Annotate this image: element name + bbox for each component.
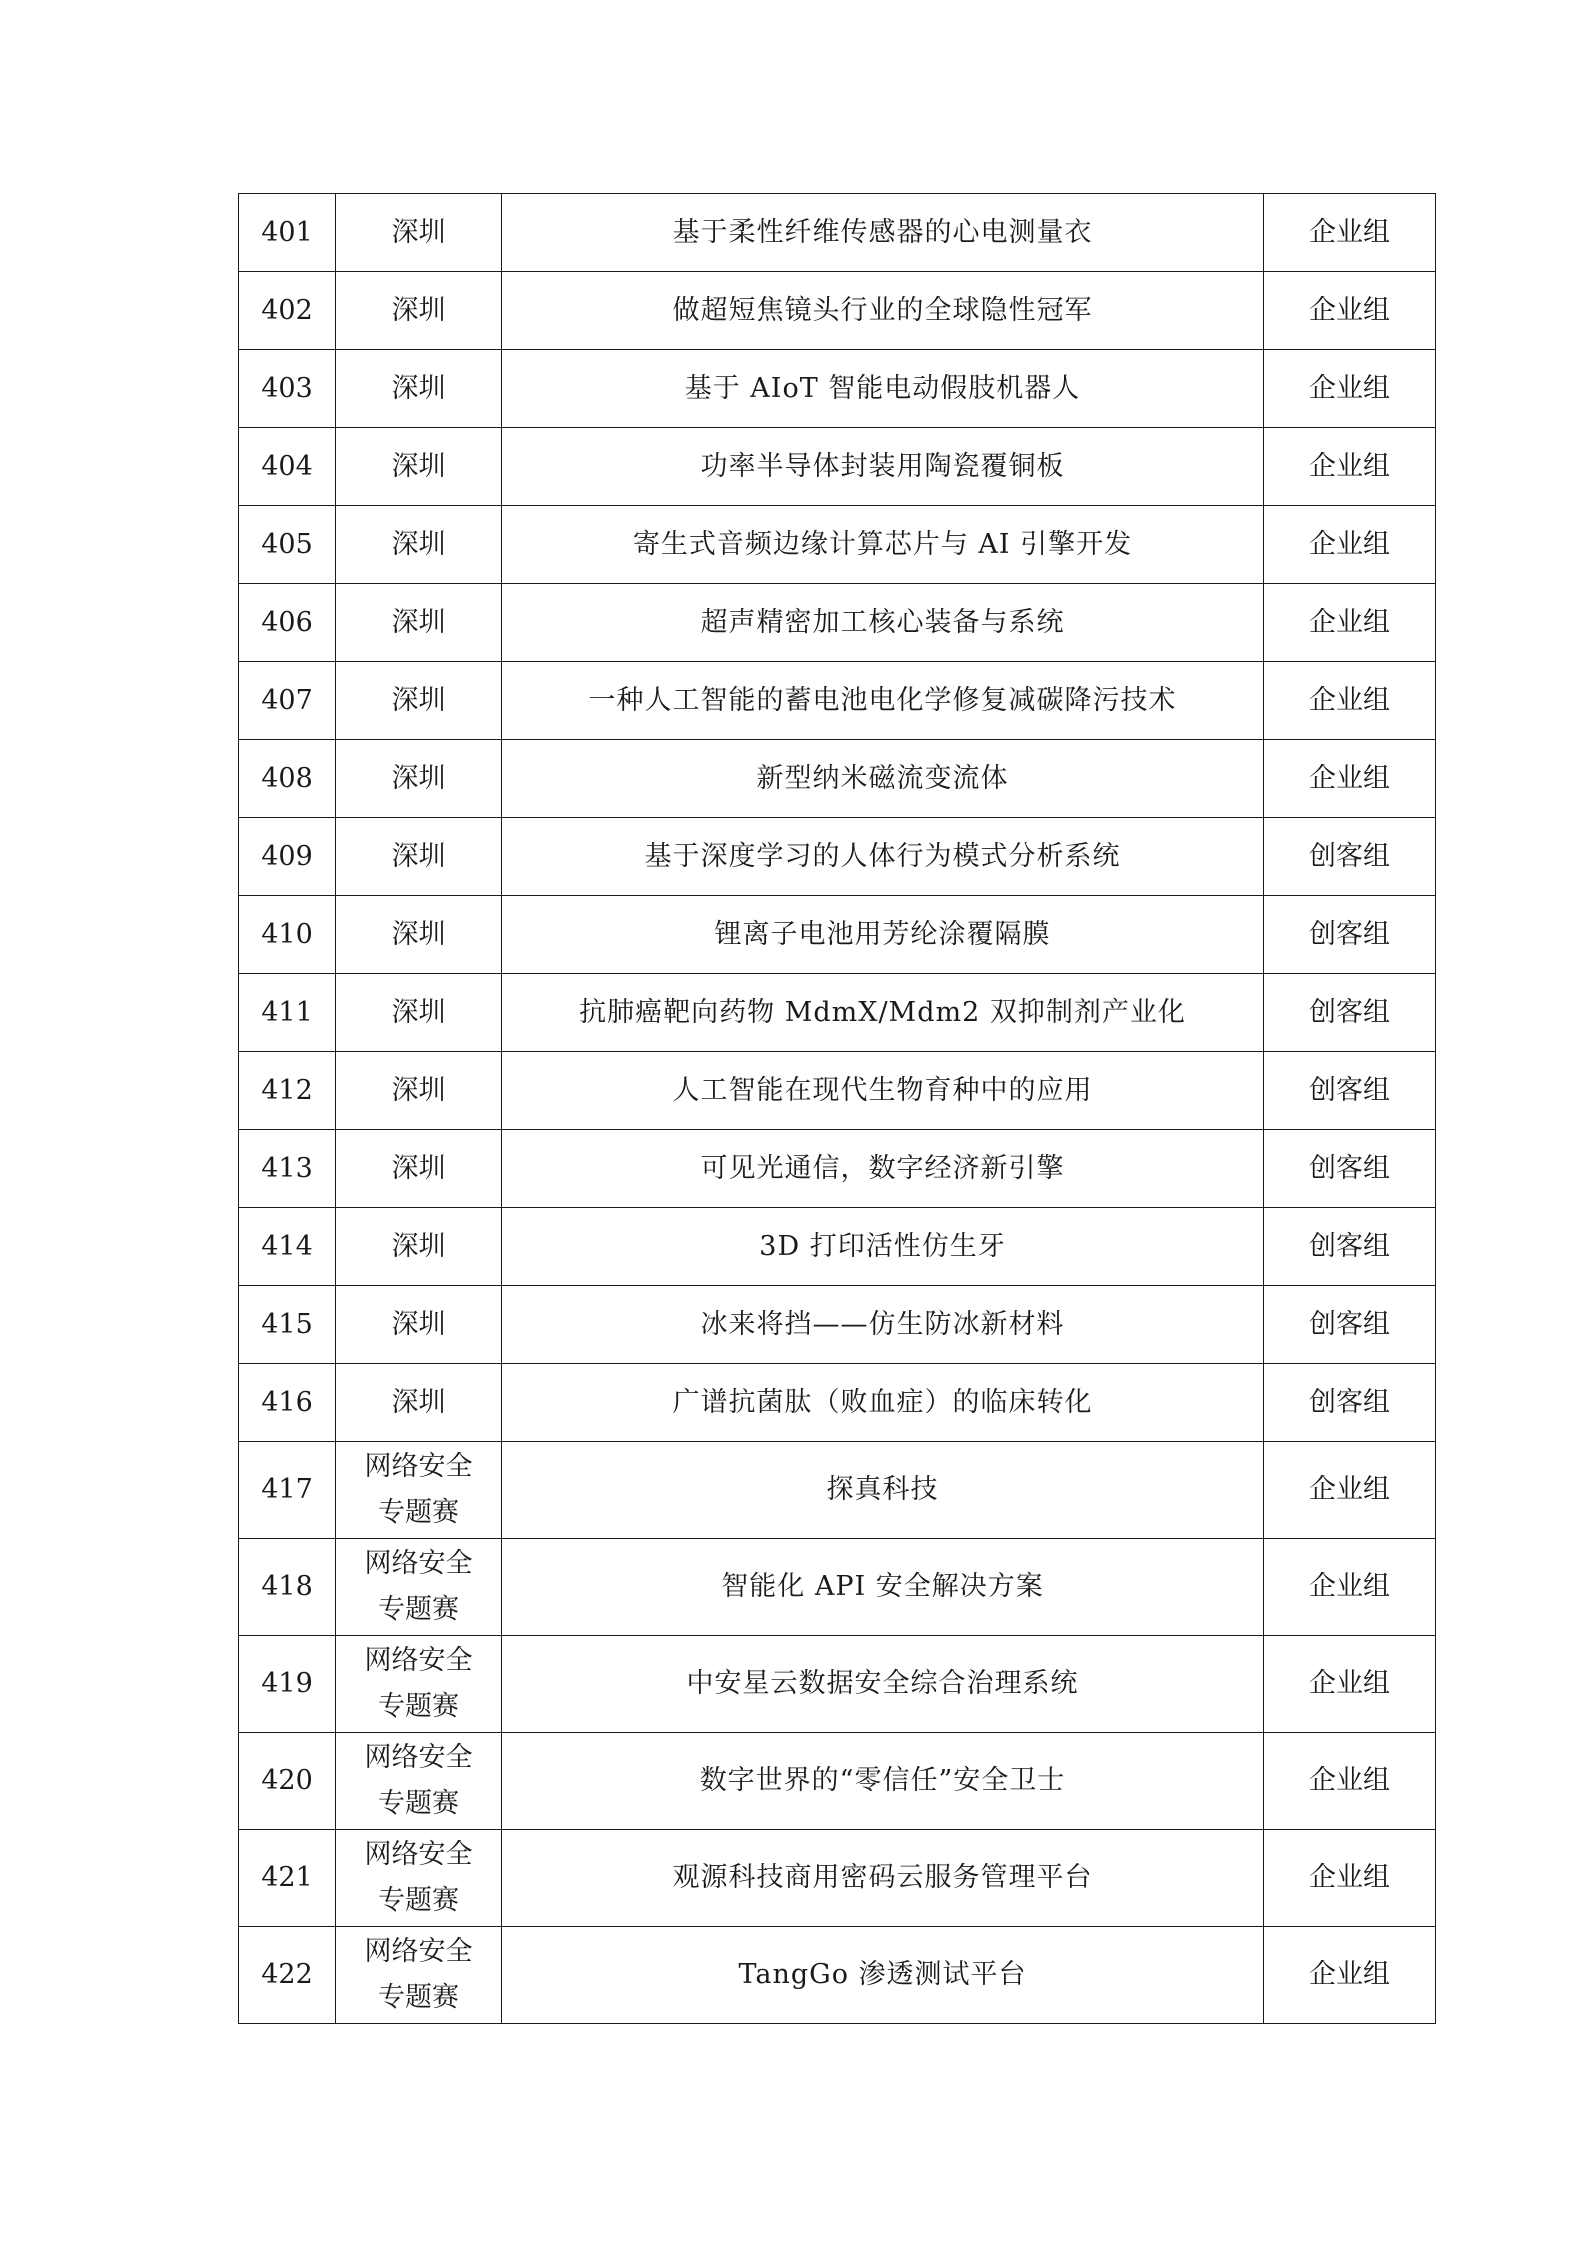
project-name-cell bbox=[502, 1442, 1264, 1539]
group-cell: 创客组 bbox=[1264, 1364, 1436, 1442]
row-number: 418 bbox=[239, 1539, 336, 1636]
table-row bbox=[239, 1052, 1436, 1130]
table-row bbox=[239, 1364, 1436, 1442]
region-text: 深圳 bbox=[391, 372, 446, 404]
table-row bbox=[239, 740, 1436, 818]
region-text: 深圳 bbox=[391, 294, 446, 326]
group-cell: 企业组 bbox=[1264, 740, 1436, 818]
group-cell: 企业组 bbox=[1264, 428, 1436, 506]
project-name-cell bbox=[502, 1636, 1264, 1733]
row-number: 413 bbox=[239, 1130, 336, 1208]
project-name-cell bbox=[502, 1208, 1264, 1286]
table-row bbox=[239, 1733, 1436, 1830]
row-number: 420 bbox=[239, 1733, 336, 1830]
project-name-cell bbox=[502, 1733, 1264, 1830]
group-cell: 企业组 bbox=[1264, 584, 1436, 662]
table-row bbox=[239, 272, 1436, 350]
table-row bbox=[239, 1286, 1436, 1364]
region-text: 深圳 bbox=[391, 216, 446, 248]
group-cell: 企业组 bbox=[1264, 1442, 1436, 1539]
group-cell: 企业组 bbox=[1264, 1636, 1436, 1733]
region-text: 网络安全 bbox=[364, 1645, 473, 1676]
project-name: 基于深度学习的人体行为模式分析系统 bbox=[644, 840, 1121, 872]
project-name-cell bbox=[502, 584, 1264, 662]
region-cell bbox=[336, 506, 502, 584]
region-text: 深圳 bbox=[391, 684, 446, 716]
project-name: 一种人工智能的蓄电池电化学修复减碳降污技术 bbox=[588, 684, 1177, 716]
project-name-cell bbox=[502, 1052, 1264, 1130]
table-row bbox=[239, 818, 1436, 896]
table-row bbox=[239, 1130, 1436, 1208]
region-text: 深圳 bbox=[391, 528, 446, 560]
project-name-cell bbox=[502, 1364, 1264, 1442]
project-name-cell bbox=[502, 428, 1264, 506]
row-number: 402 bbox=[239, 272, 336, 350]
region-text: 专题赛 bbox=[378, 1691, 459, 1722]
project-name-cell bbox=[502, 662, 1264, 740]
row-number: 410 bbox=[239, 896, 336, 974]
group-cell: 创客组 bbox=[1264, 818, 1436, 896]
region-cell bbox=[336, 662, 502, 740]
project-name-cell bbox=[502, 506, 1264, 584]
project-name-cell bbox=[502, 1539, 1264, 1636]
group-cell: 企业组 bbox=[1264, 506, 1436, 584]
row-number: 417 bbox=[239, 1442, 336, 1539]
region-text: 深圳 bbox=[391, 762, 446, 794]
group-cell: 创客组 bbox=[1264, 1208, 1436, 1286]
project-name: 冰来将挡——仿生防冰新材料 bbox=[700, 1308, 1065, 1340]
region-cell bbox=[336, 974, 502, 1052]
region-cell bbox=[336, 1208, 502, 1286]
group-cell: 企业组 bbox=[1264, 1733, 1436, 1830]
project-name: 抗肺癌靶向药物 MdmX/Mdm2 双抑制剂产业化 bbox=[579, 996, 1186, 1028]
row-number: 407 bbox=[239, 662, 336, 740]
group-cell: 创客组 bbox=[1264, 974, 1436, 1052]
table-row bbox=[239, 1208, 1436, 1286]
region-text: 专题赛 bbox=[378, 1594, 459, 1625]
region-text: 网络安全 bbox=[364, 1548, 473, 1579]
project-name: 可见光通信，数字经济新引擎 bbox=[700, 1152, 1065, 1184]
project-table bbox=[238, 193, 1436, 2024]
region-text: 深圳 bbox=[391, 606, 446, 638]
row-number: 404 bbox=[239, 428, 336, 506]
row-number: 412 bbox=[239, 1052, 336, 1130]
region-text: 网络安全 bbox=[364, 1936, 473, 1967]
project-name: 基于柔性纤维传感器的心电测量衣 bbox=[672, 216, 1093, 248]
region-cell bbox=[336, 1830, 502, 1927]
region-text: 深圳 bbox=[391, 918, 446, 950]
row-number: 401 bbox=[239, 194, 336, 272]
region-text: 深圳 bbox=[391, 1152, 446, 1184]
region-cell bbox=[336, 1442, 502, 1539]
project-name: 新型纳米磁流变流体 bbox=[756, 762, 1009, 794]
region-cell bbox=[336, 1733, 502, 1830]
table-row bbox=[239, 584, 1436, 662]
table-row bbox=[239, 350, 1436, 428]
row-number: 411 bbox=[239, 974, 336, 1052]
project-name-cell bbox=[502, 272, 1264, 350]
region-cell bbox=[336, 1052, 502, 1130]
row-number: 419 bbox=[239, 1636, 336, 1733]
group-cell: 企业组 bbox=[1264, 1830, 1436, 1927]
project-name-cell bbox=[502, 740, 1264, 818]
table-row bbox=[239, 1830, 1436, 1927]
project-name: 中安星云数据安全综合治理系统 bbox=[686, 1668, 1079, 1699]
region-text: 网络安全 bbox=[364, 1742, 473, 1773]
row-number: 422 bbox=[239, 1927, 336, 2024]
row-number: 414 bbox=[239, 1208, 336, 1286]
project-name-cell bbox=[502, 896, 1264, 974]
project-name: 探真科技 bbox=[826, 1474, 939, 1505]
project-table-body bbox=[239, 194, 1436, 2024]
project-name: 广谱抗菌肽（败血症）的临床转化 bbox=[672, 1386, 1093, 1418]
region-text: 专题赛 bbox=[378, 1497, 459, 1528]
table-row bbox=[239, 974, 1436, 1052]
region-cell bbox=[336, 1927, 502, 2024]
row-number: 403 bbox=[239, 350, 336, 428]
table-row bbox=[239, 662, 1436, 740]
row-number: 416 bbox=[239, 1364, 336, 1442]
project-name-cell bbox=[502, 350, 1264, 428]
region-cell bbox=[336, 740, 502, 818]
region-text: 专题赛 bbox=[378, 1982, 459, 2013]
region-text: 网络安全 bbox=[364, 1839, 473, 1870]
project-name-cell bbox=[502, 1927, 1264, 2024]
project-name-cell bbox=[502, 974, 1264, 1052]
region-text: 深圳 bbox=[391, 1308, 446, 1340]
project-name-cell bbox=[502, 818, 1264, 896]
group-cell: 企业组 bbox=[1264, 1927, 1436, 2024]
region-text: 深圳 bbox=[391, 1074, 446, 1106]
project-name: 超声精密加工核心装备与系统 bbox=[700, 606, 1065, 638]
project-name: 人工智能在现代生物育种中的应用 bbox=[672, 1074, 1093, 1106]
table-row bbox=[239, 1927, 1436, 2024]
region-cell bbox=[336, 818, 502, 896]
table-row bbox=[239, 896, 1436, 974]
region-text: 深圳 bbox=[391, 840, 446, 872]
group-cell: 企业组 bbox=[1264, 272, 1436, 350]
region-text: 专题赛 bbox=[378, 1788, 459, 1819]
table-row bbox=[239, 506, 1436, 584]
region-cell bbox=[336, 1286, 502, 1364]
table-row bbox=[239, 194, 1436, 272]
region-cell bbox=[336, 194, 502, 272]
region-text: 深圳 bbox=[391, 996, 446, 1028]
table-row bbox=[239, 1636, 1436, 1733]
region-text: 网络安全 bbox=[364, 1451, 473, 1482]
table-row bbox=[239, 1539, 1436, 1636]
project-name-cell bbox=[502, 1130, 1264, 1208]
group-cell: 企业组 bbox=[1264, 1539, 1436, 1636]
region-cell bbox=[336, 272, 502, 350]
region-cell bbox=[336, 428, 502, 506]
row-number: 409 bbox=[239, 818, 336, 896]
row-number: 421 bbox=[239, 1830, 336, 1927]
group-cell: 创客组 bbox=[1264, 1130, 1436, 1208]
project-name-cell bbox=[502, 1830, 1264, 1927]
region-cell bbox=[336, 896, 502, 974]
project-name: 基于 AIoT 智能电动假肢机器人 bbox=[684, 372, 1081, 404]
project-name: 寄生式音频边缘计算芯片与 AI 引擎开发 bbox=[632, 528, 1133, 560]
project-name: TangGo 渗透测试平台 bbox=[738, 1959, 1027, 1990]
project-name: 数字世界的“零信任”安全卫士 bbox=[699, 1765, 1066, 1796]
group-cell: 企业组 bbox=[1264, 350, 1436, 428]
project-name: 智能化 API 安全解决方案 bbox=[721, 1571, 1044, 1602]
region-cell bbox=[336, 1130, 502, 1208]
project-name: 锂离子电池用芳纶涂覆隔膜 bbox=[714, 918, 1051, 950]
region-text: 深圳 bbox=[391, 1230, 446, 1262]
group-cell: 创客组 bbox=[1264, 1286, 1436, 1364]
region-cell bbox=[336, 1364, 502, 1442]
table-row bbox=[239, 428, 1436, 506]
project-name-cell bbox=[502, 194, 1264, 272]
region-text: 深圳 bbox=[391, 1386, 446, 1418]
table-row bbox=[239, 1442, 1436, 1539]
region-cell bbox=[336, 1636, 502, 1733]
group-cell: 创客组 bbox=[1264, 896, 1436, 974]
region-cell bbox=[336, 1539, 502, 1636]
row-number: 415 bbox=[239, 1286, 336, 1364]
project-name: 做超短焦镜头行业的全球隐性冠军 bbox=[672, 294, 1093, 326]
group-cell: 创客组 bbox=[1264, 1052, 1436, 1130]
row-number: 406 bbox=[239, 584, 336, 662]
group-cell: 企业组 bbox=[1264, 662, 1436, 740]
project-name: 观源科技商用密码云服务管理平台 bbox=[672, 1862, 1093, 1893]
region-text: 专题赛 bbox=[378, 1885, 459, 1916]
row-number: 405 bbox=[239, 506, 336, 584]
row-number: 408 bbox=[239, 740, 336, 818]
project-name: 功率半导体封装用陶瓷覆铜板 bbox=[700, 450, 1065, 482]
region-text: 深圳 bbox=[391, 450, 446, 482]
region-cell bbox=[336, 350, 502, 428]
group-cell: 企业组 bbox=[1264, 194, 1436, 272]
region-cell bbox=[336, 584, 502, 662]
project-name: 3D 打印活性仿生牙 bbox=[759, 1230, 1006, 1262]
project-name-cell bbox=[502, 1286, 1264, 1364]
